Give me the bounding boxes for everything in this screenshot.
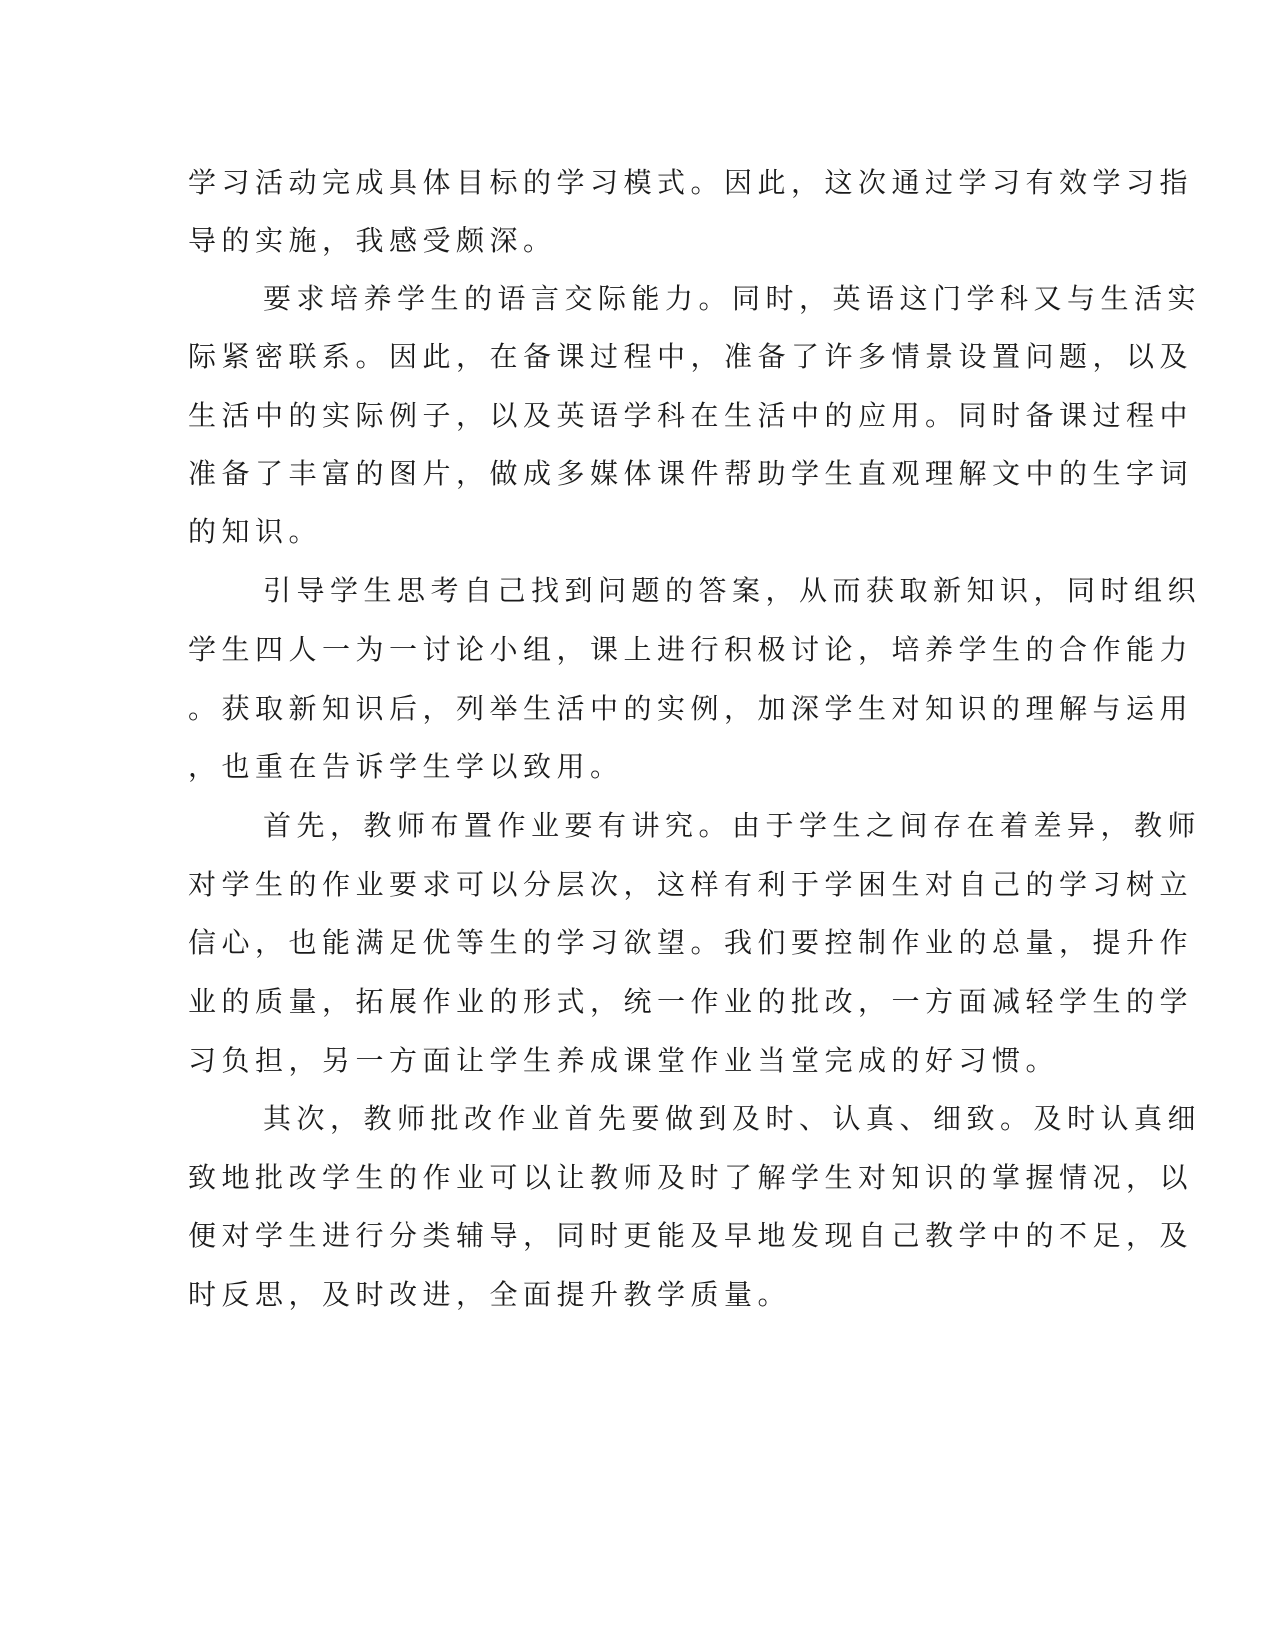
text-line: 导的实施，我感受颇深。 xyxy=(188,224,557,257)
text-line: 便对学生进行分类辅导，同时更能及早地发现自己教学中的不足，及 xyxy=(188,1219,1194,1252)
text-line: 的知识。 xyxy=(188,515,323,548)
text-line: 生活中的实际例子，以及英语学科在生活中的应用。同时备课过程中 xyxy=(188,399,1194,432)
text-line: 致地批改学生的作业可以让教师及时了解学生对知识的掌握情况，以 xyxy=(188,1161,1194,1194)
text-line: 信心，也能满足优等生的学习欲望。我们要控制作业的总量，提升作 xyxy=(188,926,1194,959)
text-line: 业的质量，拓展作业的形式，统一作业的批改，一方面减轻学生的学 xyxy=(188,985,1194,1018)
text-line: 引导学生思考自己找到问题的答案，从而获取新知识，同时组织 xyxy=(263,574,1202,607)
text-line: 对学生的作业要求可以分层次，这样有利于学困生对自己的学习树立 xyxy=(188,868,1194,901)
text-line: 其次，教师批改作业首先要做到及时、认真、细致。及时认真细 xyxy=(263,1102,1202,1135)
text-line: 学生四人一为一讨论小组，课上进行积极讨论，培养学生的合作能力 xyxy=(188,633,1194,666)
text-line: ，也重在告诉学生学以致用。 xyxy=(188,750,624,783)
text-line: 际紧密联系。因此，在备课过程中，准备了许多情景设置问题，以及 xyxy=(188,340,1194,373)
text-line: 习负担，另一方面让学生养成课堂作业当堂完成的好习惯。 xyxy=(188,1044,1060,1077)
text-line: 首先，教师布置作业要有讲究。由于学生之间存在着差异，教师 xyxy=(263,809,1202,842)
text-line: 准备了丰富的图片，做成多媒体课件帮助学生直观理解文中的生字词 xyxy=(188,457,1194,490)
text-line: 时反思，及时改进，全面提升教学质量。 xyxy=(188,1278,792,1311)
text-line: 学习活动完成具体目标的学习模式。因此，这次通过学习有效学习指 xyxy=(188,166,1194,199)
text-line: 要求培养学生的语言交际能力。同时，英语这门学科又与生活实 xyxy=(263,282,1202,315)
text-line: 。获取新知识后，列举生活中的实例，加深学生对知识的理解与运用 xyxy=(188,692,1194,725)
